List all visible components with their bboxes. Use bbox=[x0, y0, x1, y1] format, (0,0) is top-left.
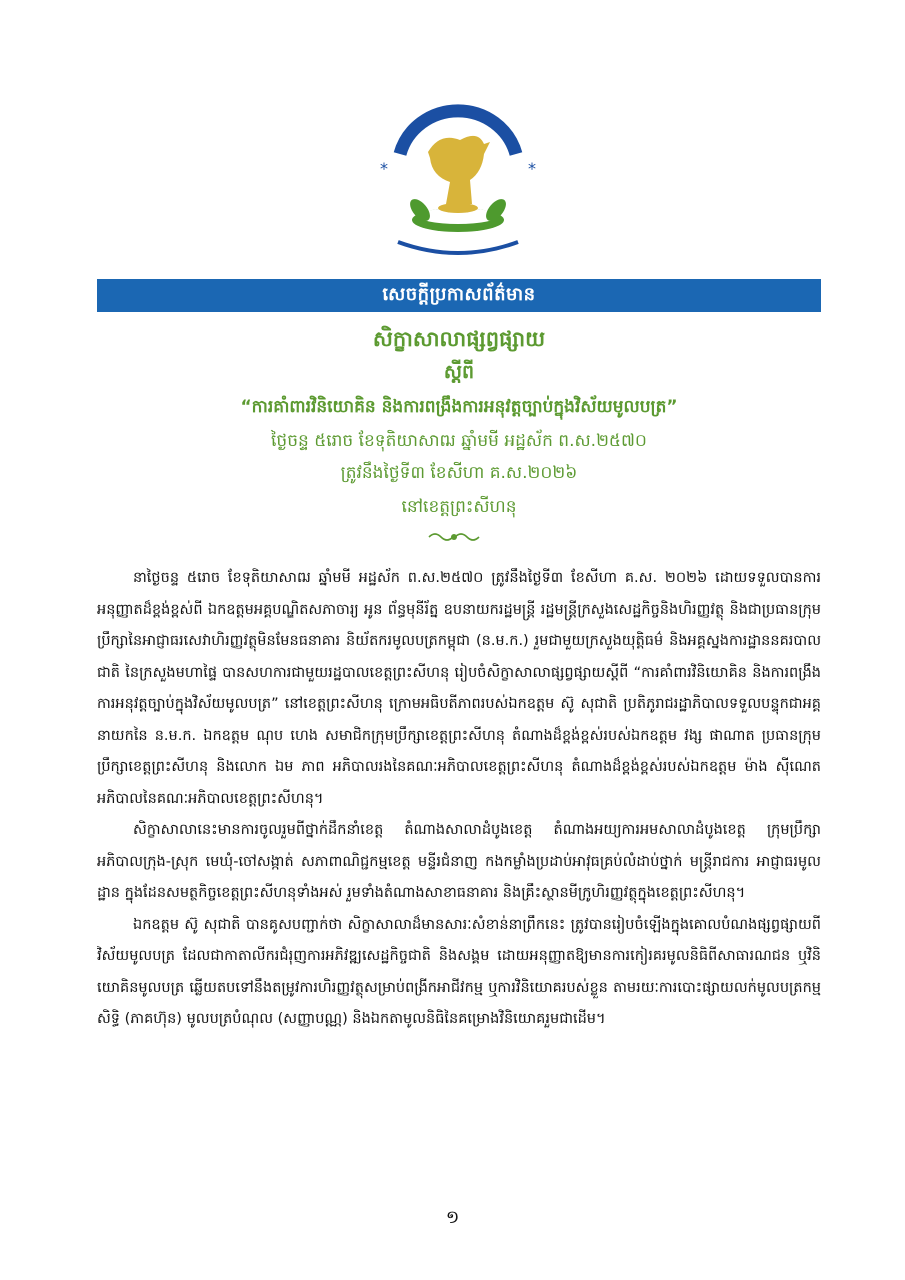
svg-text:*: * bbox=[528, 159, 536, 178]
event-date: ត្រូវនឹងថ្ងៃទី៣ ខែសីហា គ.ស.២០២៦ bbox=[340, 463, 578, 483]
event-lunar-date: ថ្ងៃចន្ទ ៥រោច ខែទុតិយាសាឍ ឆ្នាំមមី អដ្ឋស័ក ព.ស.២៥៧០ bbox=[271, 431, 647, 451]
page-number: ១ bbox=[445, 1207, 460, 1228]
event-subtitle: ស្តីពី bbox=[443, 361, 475, 383]
article-body bbox=[97, 563, 821, 1203]
svg-text:*: * bbox=[380, 159, 388, 178]
ministry-logo bbox=[360, 92, 556, 262]
press-release-banner: សេចក្តីប្រកាសព័ត៌មាន bbox=[97, 279, 821, 312]
event-location: នៅខេត្តព្រះសីហនុ bbox=[401, 497, 517, 517]
event-title: សិក្ខាសាលាផ្សព្វផ្សាយ bbox=[372, 327, 546, 351]
paragraph-1: នាថ្ងៃចន្ទ ៥រោច ខែទុតិយាសាឍ ឆ្នាំមមី អដ្ឋស័ក ព.ស.២៥៧០ ត្រូវនឹងថ្ងៃទី៣ ខែសីហា គ.ស. ២០២៦ ដោយទទួលបានការអនុញ្ញាតដ៏ខ្ពង់ខ្ពស់ពី ឯកឧត្តមអគ្គបណ្ឌិតសភាចារ្យ អូន ព័ន្ធមុនីរ័ត្ន ឧបនាយករដ្ឋមន្ត្រី រដ្ឋមន្ត្រីក្រសួងសេដ្ឋកិច្ចនិងហិរញ្ញវត្ថុ និងជាប្រធានក្រុមប្រឹក្សានៃអាជ្ញាធរសេវាហិរញ្ញវត្ថុមិនមែនធនាគារ និយ័តករមូលបត្រកម្ពុជា (ន.ម.ក.) រួមជាមួយក្រសួងយុត្តិធម៌ និងអគ្គស្នងការដ្ឋាននគរបាលជាតិ នៃក្រសួងមហាផ្ទៃ បានសហការជាមួយរដ្ឋបាលខេត្តព្រះសីហនុ រៀបចំសិក្ខាសាលាផ្សព្វផ្សាយស្តីពី “ការគាំពារវិនិយោគិន និងការពង្រឹងការអនុវត្តច្បាប់ក្នុងវិស័យមូលបត្រ” នៅខេត្តព្រះសីហនុ ក្រោមអធិបតីភាពរបស់ឯកឧត្តម ស៊ូ សុជាតិ ប្រតិភូរាជរដ្ឋាភិបាលទទួលបន្ទុកជាអគ្គនាយកនៃ ន.ម.ក. ឯកឧត្តម ណុប ហេង សមាជិកក្រុមប្រឹក្សាខេត្តព្រះសីហនុ តំណាងដ៏ខ្ពង់ខ្ពស់របស់ឯកឧត្តម វង្ស ផាណាត ប្រធានក្រុមប្រឹក្សាខេត្តព្រះសីហនុ និងលោក ឯម ភាព អភិបាលរងនៃគណៈអភិបាលខេត្តព្រះសីហនុ តំណាងដ៏ខ្ពង់ខ្ពស់របស់ឯកឧត្តម ម៉ាង ស៊ីណេត អភិបាលនៃគណៈអភិបាលខេត្តព្រះសីហនុ។ bbox=[97, 570, 821, 807]
event-topic: “ការគាំពារវិនិយោគិន និងការពង្រឹងការអនុវត្តច្បាប់ក្នុងវិស័យមូលបត្រ” bbox=[240, 397, 678, 417]
paragraph-3: ឯកឧត្តម ស៊ូ សុជាតិ បានគូសបញ្ជាក់ថា សិក្ខាសាលាដ៏មានសារៈសំខាន់នាព្រឹកនេះ ត្រូវបានរៀបចំឡើងក្នុងគោលបំណងផ្សព្វផ្សាយពីវិស័យមូលបត្រ ដែលជាកាតាលីករជំរុញការអភិវឌ្ឍសេដ្ឋកិច្ចជាតិ និងសង្គម ដោយអនុញ្ញាតឱ្យមានការកៀរគរមូលនិធិពីសាធារណជន ឬវិនិយោគិនមូលបត្រ ឆ្លើយតបទៅនឹងតម្រូវការហិរញ្ញវត្ថុសម្រាប់ពង្រីកអាជីវកម្ម ឬការវិនិយោគរបស់ខ្លួន តាមរយៈការបោះផ្សាយលក់មូលបត្រកម្មសិទ្ធិ (ភាគហ៊ុន) មូលបត្របំណុល (សញ្ញាបណ្ណ) និងឯកតាមូលនិធិនៃគម្រោងវិនិយោគរួមជាដើម។ bbox=[97, 916, 821, 1027]
paragraph-2: សិក្ខាសាលានេះមានការចូលរួមពីថ្នាក់ដឹកនាំខេត្ត តំណាងសាលាដំបូងខេត្ត តំណាងអយ្យការអមសាលាដំបូងខេត្ត ក្រុមប្រឹក្សា អភិបាលក្រុង-ស្រុក មេឃុំ-ចៅសង្កាត់ សភាពាណិជ្ជកម្មខេត្ត មន្ទីរជំនាញ កងកម្លាំងប្រដាប់អាវុធគ្រប់លំដាប់ថ្នាក់ មន្ត្រីរាជការ អាជ្ញាធរមូលដ្ឋាន ក្នុងដែនសមត្ថកិច្ចខេត្តព្រះសីហនុទាំងអស់ រួមទាំងតំណាងសាខាធនាគារ និងគ្រឹះស្ថានមីក្រូហិរញ្ញវត្ថុក្នុងខេត្តព្រះសីហនុ។ bbox=[97, 822, 821, 901]
golden-rooster-icon bbox=[428, 136, 490, 213]
ornament-divider-icon bbox=[427, 530, 481, 544]
